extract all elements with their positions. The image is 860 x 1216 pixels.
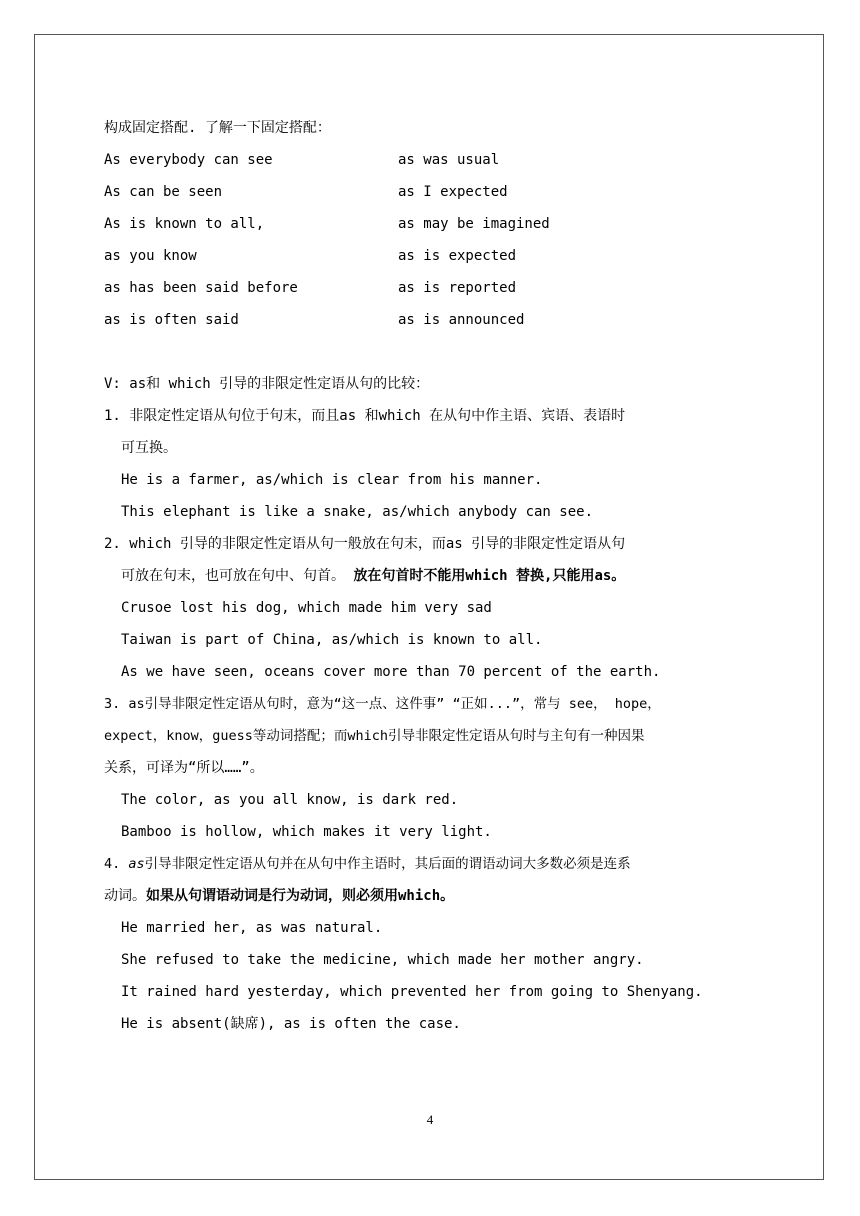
- point-2-text: 2. which 引导的非限定性定语从句一般放在句末，而as 引导的非限定性定语从句: [104, 536, 626, 552]
- point-4-text-cont: [104, 880, 784, 912]
- phrase-right: as is reported: [398, 280, 517, 296]
- example-sentence: He is a farmer, as/which is clear from his manner.: [121, 472, 543, 488]
- point-3-text: 3. as引导非限定性定语从句时，意为“这一点、这件事” “正如...”，常与 see， hope，: [104, 696, 661, 712]
- point-3-text-cont: expect，know，guess等动词搭配；而which引导非限定性定语从句时与主句有一种因果: [104, 728, 645, 744]
- phrase-row: [104, 144, 784, 176]
- phrase-left: As everybody can see: [104, 152, 273, 168]
- intro-text: 构成固定搭配. 了解一下固定搭配：: [104, 120, 331, 136]
- example-sentence: The color, as you all know, is dark red.: [121, 792, 459, 808]
- phrase-left: As can be seen: [104, 184, 223, 200]
- phrase-row: [104, 208, 784, 240]
- example-sentence: Crusoe lost his dog, which made him very sad: [121, 600, 492, 616]
- phrase-left: As is known to all,: [104, 216, 265, 232]
- phrase-right: as was usual: [398, 152, 500, 168]
- phrase-right: as is expected: [398, 248, 517, 264]
- point-1-text: 1. 非限定性定语从句位于句末，而且as 和which 在从句中作主语、宾语、表语时: [104, 408, 626, 424]
- phrase-right: as is announced: [398, 312, 525, 328]
- example-sentence: It rained hard yesterday, which prevented her from going to Shenyang.: [121, 984, 703, 1000]
- point-4-plain: 动词。: [104, 888, 146, 904]
- phrase-left: as is often said: [104, 312, 239, 328]
- point-4-body: 引导非限定性定语从句并在从句中作主语时，其后面的谓语动词大多数必须是连系: [144, 856, 631, 872]
- point-2-plain: 可放在句末，也可放在句中、句首。: [121, 568, 354, 584]
- point-4-as: as: [128, 856, 145, 872]
- example-sentence: She refused to take the medicine, which made her mother angry.: [121, 952, 644, 968]
- phrase-row: [104, 176, 784, 208]
- example-sentence: Bamboo is hollow, which makes it very light.: [121, 824, 492, 840]
- phrase-list: [104, 144, 784, 336]
- phrase-left: as has been said before: [104, 280, 298, 296]
- phrase-row: [104, 304, 784, 336]
- phrase-row: [104, 272, 784, 304]
- spacer: [104, 336, 784, 368]
- phrase-row: [104, 240, 784, 272]
- point-1-text-cont: 可互换。: [121, 440, 177, 456]
- page-number: 4: [426, 1112, 434, 1127]
- point-2-text-cont: [104, 560, 784, 592]
- point-2-emphasis: 放在句首时不能用which 替换,只能用as。: [353, 568, 626, 584]
- section-heading: V: as和 which 引导的非限定性定语从句的比较：: [104, 376, 430, 392]
- phrase-right: as may be imagined: [398, 216, 550, 232]
- point-4-number: 4.: [104, 856, 129, 872]
- page-content: [104, 112, 784, 1040]
- point-3-text-cont: 关系，可译为“所以……”。: [104, 760, 264, 776]
- phrase-left: as you know: [104, 248, 197, 264]
- phrase-right: as I expected: [398, 184, 508, 200]
- example-sentence: He married her, as was natural.: [121, 920, 383, 936]
- example-sentence: This elephant is like a snake, as/which anybody can see.: [121, 504, 594, 520]
- point-4-text: [104, 848, 784, 880]
- example-sentence: Taiwan is part of China, as/which is known to all.: [121, 632, 543, 648]
- example-sentence: He is absent(缺席), as is often the case.: [121, 1016, 461, 1032]
- example-sentence: As we have seen, oceans cover more than 70 percent of the earth.: [121, 664, 661, 680]
- point-4-emphasis: 如果从句谓语动词是行为动词，则必须用which。: [146, 888, 455, 904]
